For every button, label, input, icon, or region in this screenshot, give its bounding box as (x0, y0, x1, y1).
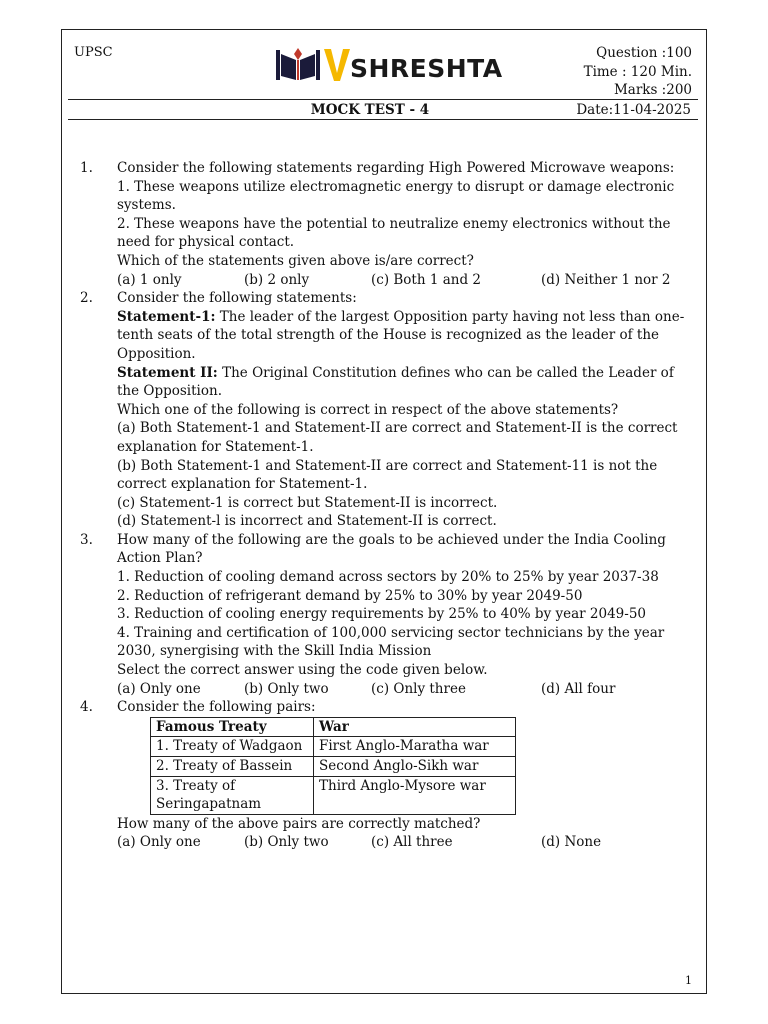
header-divider-top (68, 99, 698, 100)
table-cell: 3. Treaty of Seringapatnam (151, 776, 314, 814)
treaty-war-table (150, 717, 516, 815)
table-header-row (151, 717, 516, 737)
header-divider-bottom (68, 119, 698, 120)
option-d[interactable]: (d) Statement-l is incorrect and Statement-II is correct. (117, 513, 497, 530)
goal-item: 1. Reduction of cooling demand across sectors by 20% to 25% by year 2037-38 (117, 569, 659, 586)
question-count: Question :100 (596, 45, 692, 61)
question-3 (74, 531, 699, 698)
exam-meta (584, 44, 692, 100)
exam-time: Time : 120 Min. (583, 63, 692, 80)
table-cell: Third Anglo-Mysore war (314, 776, 516, 814)
option-b[interactable]: (b) Both Statement-1 and Statement-II are correct and Statement-11 is not the correct explanation for Statement-1. (117, 457, 658, 493)
question-1 (74, 159, 699, 289)
option-c[interactable]: (c) Both 1 and 2 (371, 271, 481, 288)
v-logo-icon (324, 47, 350, 83)
question-prompt: Select the correct answer using the code given below. (117, 662, 488, 679)
table-row (151, 737, 516, 757)
question-text: Consider the following statements: (117, 290, 357, 307)
option-a[interactable]: (a) Both Statement-1 and Statement-II are correct and Statement-II is the correct explanation for Statement-1. (117, 420, 678, 455)
table-row (151, 776, 516, 814)
option-c[interactable]: (c) Statement-1 is correct but Statement-II is incorrect. (117, 494, 498, 511)
statement-label: Statement-1: (117, 308, 216, 325)
question-number: 1. (80, 160, 93, 176)
logo-text: SHRESHTA (350, 53, 503, 83)
statement-text: The leader of the largest Opposition party having not less than one-tenth seats of the total strength of the House is recognized as the leader of the Opposition. (117, 308, 685, 362)
exam-date: Date:11-04-2025 (576, 102, 691, 118)
question-prompt: How many of the above pairs are correctly matched? (117, 815, 481, 832)
statement-item: 1. These weapons utilize electromagnetic energy to disrupt or damage electronic systems. (117, 178, 675, 214)
option-c[interactable]: (c) Only three (371, 680, 466, 697)
question-number: 4. (80, 699, 93, 716)
option-d[interactable]: (d) None (541, 834, 602, 851)
statement-label: Statement II: (117, 364, 218, 381)
option-a[interactable]: (a) Only one (117, 834, 201, 851)
table-cell: First Anglo-Maratha war (314, 737, 516, 757)
column-header: War (314, 717, 516, 737)
option-a[interactable]: (a) Only one (117, 680, 201, 697)
table-cell: Second Anglo-Sikh war (314, 757, 516, 777)
page-title: MOCK TEST - 4 (310, 102, 430, 118)
statement-2 (117, 364, 699, 401)
book-logo-icon (276, 46, 320, 84)
question-prompt: Which of the statements given above is/are correct? (117, 252, 474, 269)
goal-item: 2. Reduction of refrigerant demand by 25% to 30% by year 2049-50 (117, 587, 583, 604)
exam-label: UPSC (74, 45, 113, 60)
answer-options (117, 271, 699, 290)
option-c[interactable]: (c) All three (371, 834, 453, 851)
shreshta-logo (276, 44, 522, 86)
statement-text: The Original Constitution defines who can be called the Leader of the Opposition. (117, 364, 674, 400)
option-b[interactable]: (b) Only two (244, 834, 329, 851)
option-d[interactable]: (d) All four (541, 680, 616, 697)
option-b[interactable]: (b) 2 only (244, 271, 310, 288)
question-text: How many of the following are the goals to be achieved under the India Cooling Action Plan? (117, 531, 666, 567)
question-2 (74, 289, 699, 531)
table-cell: 2. Treaty of Bassein (151, 757, 314, 777)
option-d[interactable]: (d) Neither 1 nor 2 (541, 271, 671, 288)
question-text: Consider the following pairs: (117, 699, 316, 716)
answer-options (117, 833, 699, 852)
option-b[interactable]: (b) Only two (244, 680, 329, 697)
question-4 (74, 698, 699, 852)
goal-item: 3. Reduction of cooling energy requirements by 25% to 40% by year 2049-50 (117, 606, 646, 623)
question-prompt: Which one of the following is correct in respect of the above statements? (117, 401, 619, 418)
statement-item: 2. These weapons have the potential to neutralize enemy electronics without the need for physical contact. (117, 215, 671, 251)
statement-1 (117, 308, 699, 364)
question-number: 3. (80, 531, 93, 548)
answer-options (117, 680, 699, 699)
question-number: 2. (80, 290, 93, 307)
option-a[interactable]: (a) 1 only (117, 271, 182, 288)
question-text: Consider the following statements regarding High Powered Microwave weapons: (117, 160, 675, 176)
page-number: 1 (685, 974, 692, 987)
column-header: Famous Treaty (151, 717, 314, 737)
table-row (151, 757, 516, 777)
table-cell: 1. Treaty of Wadgaon (151, 737, 314, 757)
question-list (74, 159, 699, 852)
exam-marks: Marks :200 (613, 82, 692, 98)
goal-item: 4. Training and certification of 100,000 servicing sector technicians by the year 2030, synergising with the Skill India Mission (117, 624, 665, 660)
